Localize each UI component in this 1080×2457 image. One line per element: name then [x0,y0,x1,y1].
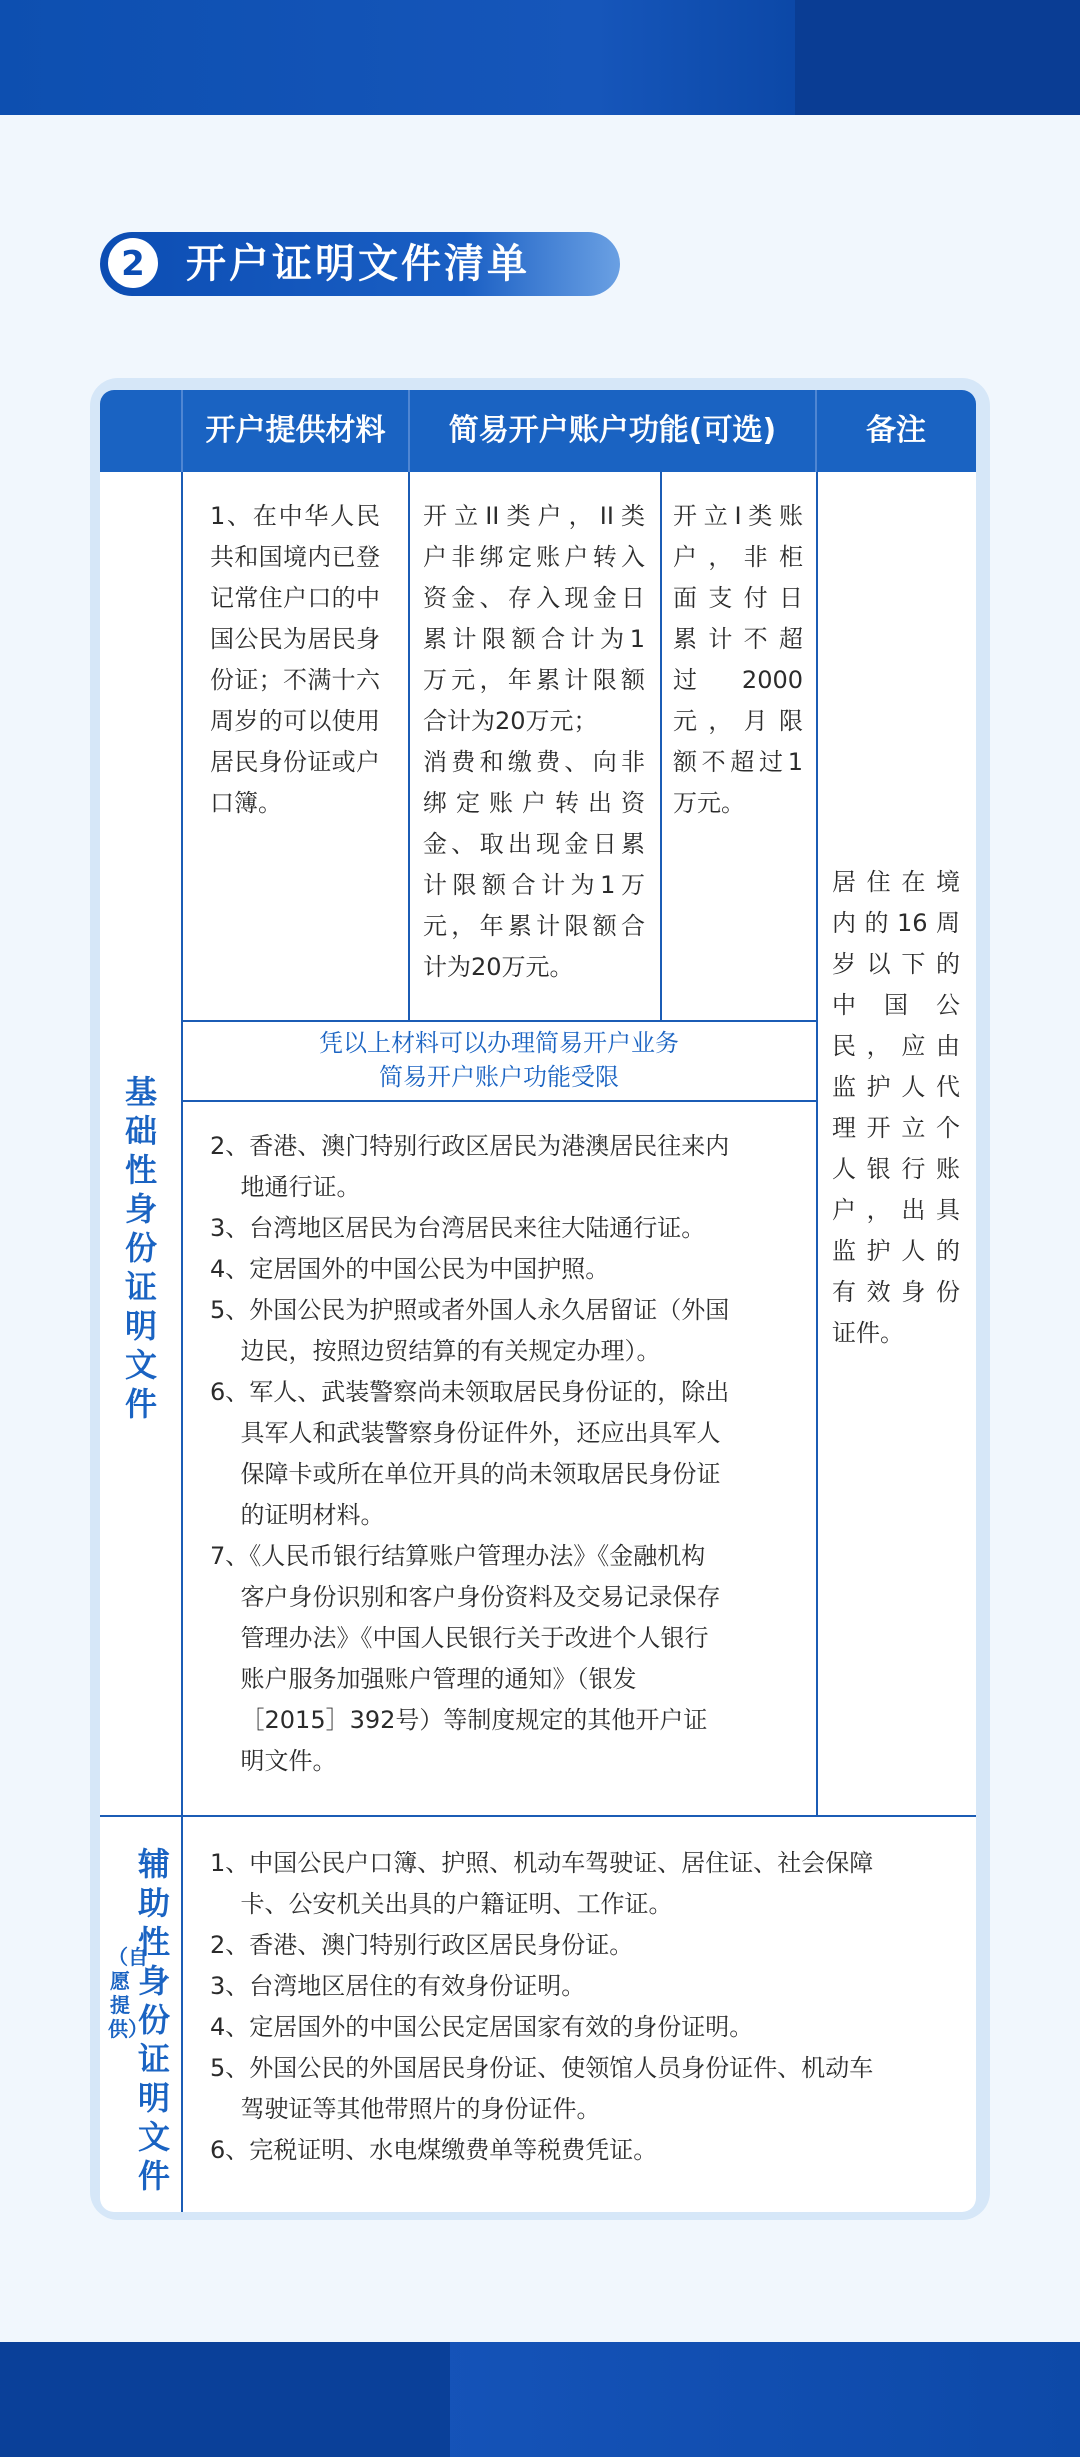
item1-line: 1、在中华人民 [210,502,380,530]
remark-line: 民，应由 [832,1032,960,1060]
auxiliary-line: 4、定居国外的中国公民定居国家有效的身份证明。 [210,2013,754,2041]
grid-line-remarks-col [816,472,818,1815]
other-basic-documents-cell [210,1126,790,1782]
class2-function-cell [423,496,645,988]
class1-function-cell [673,496,803,824]
grid-line-section-split [100,1815,976,1817]
top-banner [0,0,1080,115]
class2-line: 资金、存入现金日 [423,584,645,612]
top-banner-shade [795,0,1080,115]
section-heading [100,232,620,296]
class1-line: 开立I类账 [673,502,803,530]
auxiliary-line: 1、中国公民户口簿、护照、机动车驾驶证、居住证、社会保障 [210,1849,874,1877]
document-line: 明文件。 [210,1747,337,1775]
note-line: 简易开户账户功能受限 [379,1063,619,1091]
document-line: 4、定居国外的中国公民为中国护照。 [210,1255,610,1283]
class2-line: 户非绑定账户转入 [423,543,645,571]
class1-line: 元，月限 [673,707,803,735]
document-line: 边民，按照边贸结算的有关规定办理）。 [210,1337,661,1365]
class1-line: 过2000 [673,666,803,694]
simple-account-note [182,1026,816,1094]
header-divider [815,390,817,472]
remark-line: 监护人的 [832,1237,960,1265]
remark-line: 内的16周 [832,909,960,937]
auxiliary-voluntary-note: （自愿提供） [108,1945,148,2041]
grid-line-under-note [182,1100,816,1102]
remark-line: 户，出具 [832,1196,960,1224]
grid-line-class-split [660,472,662,1020]
class1-line: 额不超过1 [673,748,803,776]
document-line: 5、外国公民为护照或者外国人永久居留证（外国 [210,1296,730,1324]
bottom-banner [0,2342,1080,2457]
grid-line-label-col [181,472,183,2212]
remark-line: 有效身份 [832,1278,960,1306]
section-title: 开户证明文件清单 [186,241,530,287]
auxiliary-line: 5、外国公民的外国居民身份证、使领馆人员身份证件、机动车 [210,2054,874,2082]
class2-line: 元，年累计限额合 [423,912,645,940]
auxiliary-line: 卡、公安机关出具的户籍证明、工作证。 [210,1890,673,1918]
class2-line: 万元，年累计限额 [423,666,645,694]
item1-line: 口簿。 [210,789,282,817]
header-materials: 开户提供材料 [182,390,409,472]
header-divider [181,390,183,472]
class2-line: 开立II类户，II类 [423,502,645,530]
class1-line: 累计不超 [673,625,803,653]
header-functions: 简易开户账户功能(可选) [409,390,816,472]
note-line: 凭以上材料可以办理简易开户业务 [319,1029,679,1057]
item1-line: 居民身份证或户 [210,748,380,776]
document-line: ［2015］392号）等制度规定的其他开户证 [210,1706,708,1734]
grid-line-under-item1 [182,1020,816,1022]
class2-line: 消费和缴费、向非 [423,748,645,776]
remark-line: 理开立个 [832,1114,960,1142]
item1-line: 记常住户口的中 [210,584,380,612]
remark-line: 证件。 [832,1319,904,1347]
section-number-badge: 2 [108,238,158,288]
remark-line: 中国公 [832,991,960,1019]
remark-line: 居住在境 [832,868,960,896]
item1-line: 国公民为居民身 [210,625,380,653]
auxiliary-line: 3、台湾地区居住的有效身份证明。 [210,1972,586,2000]
document-line: 保障卡或所在单位开具的尚未领取居民身份证 [210,1460,721,1488]
documents-table [100,390,976,2212]
item1-line: 共和国境内已登 [210,543,380,571]
document-line: 地通行证。 [210,1173,361,1201]
item1-cell [210,496,380,824]
auxiliary-line: 2、香港、澳门特别行政区居民身份证。 [210,1931,634,1959]
document-line: 3、台湾地区居民为台湾居民来往大陆通行证。 [210,1214,706,1242]
document-line: 的证明材料。 [210,1501,385,1529]
class2-line: 计限额合计为1万 [423,871,645,899]
document-line: 具军人和武装警察身份证件外，还应出具军人 [210,1419,721,1447]
class2-line: 合计为20万元； [423,707,598,735]
document-line: 7、《人民币银行结算账户管理办法》《金融机构 [210,1542,706,1570]
document-line: 2、香港、澳门特别行政区居民为港澳居民往来内 [210,1132,730,1160]
document-line: 客户身份识别和客户身份资料及交易记录保存 [210,1583,721,1611]
auxiliary-line: 驾驶证等其他带照片的身份证件。 [210,2095,601,2123]
header-corner-cell [100,390,182,472]
basic-documents-label: 基础性身份证明文件 [124,1073,157,1423]
document-line: 6、军人、武装警察尚未领取居民身份证的，除出 [210,1378,730,1406]
remarks-cell [832,862,960,1354]
remark-line: 监护人代 [832,1073,960,1101]
item1-line: 份证；不满十六 [210,666,380,694]
document-line: 账户服务加强账户管理的通知》（银发 [210,1665,637,1693]
class2-line: 金、取出现金日累 [423,830,645,858]
item1-line: 周岁的可以使用 [210,707,380,735]
class2-line: 计为20万元。 [423,953,574,981]
class1-line: 面支付日 [673,584,803,612]
auxiliary-line: 6、完税证明、水电煤缴费单等税费凭证。 [210,2136,658,2164]
auxiliary-documents-label: 辅助性身份证明文件 [137,1845,170,2195]
class2-line: 累计限额合计为1 [423,625,645,653]
document-line: 管理办法》《中国人民银行关于改进个人银行 [210,1624,709,1652]
class2-line: 绑定账户转出资 [423,789,645,817]
grid-line-materials-col [408,472,410,1020]
remark-line: 岁以下的 [832,950,960,978]
header-remarks: 备注 [816,390,976,472]
header-divider [408,390,410,472]
class1-line: 户，非柜 [673,543,803,571]
remark-line: 人银行账 [832,1155,960,1183]
bottom-banner-shade [0,2342,450,2457]
auxiliary-documents-cell [210,1843,960,2171]
class1-line: 万元。 [673,789,745,817]
